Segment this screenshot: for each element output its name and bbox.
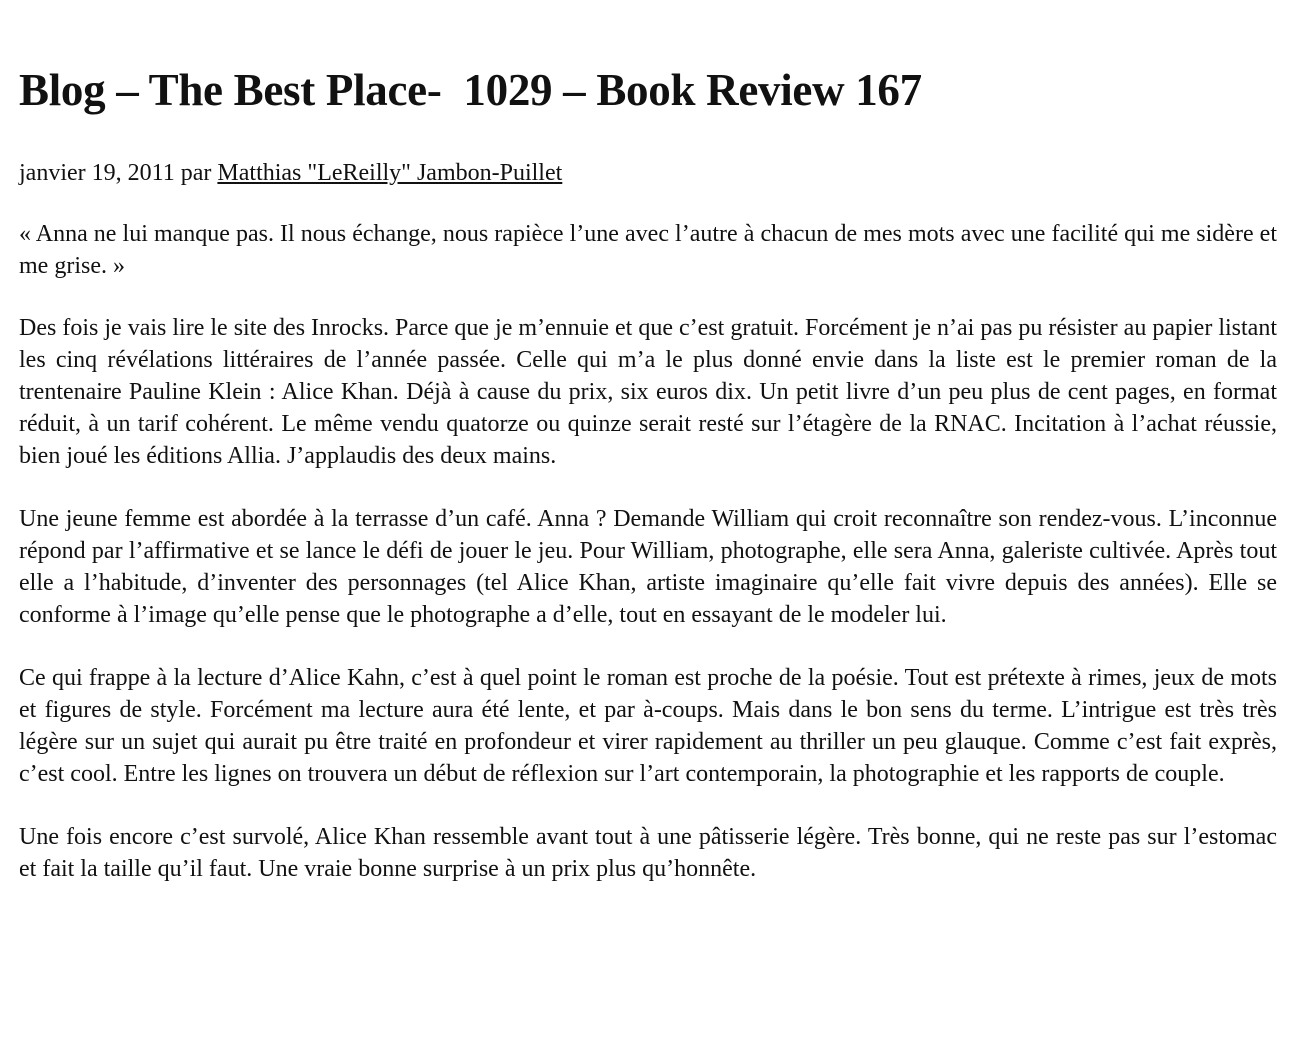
body-paragraph: Ce qui frappe à la lecture d’Alice Kahn, c’est à quel point le roman est proche de la poésie. Tout est prétexte à rimes, jeux de mots et figures de style. Forcément ma lecture aura été lente, et par à-coups. Mais dans le bon sens du terme. L’intrigue est très très légère sur un sujet qui aurait pu être traité en profondeur et virer rapidement au thriller un peu glauque. Comme c’est fait exprès, c’est cool. Entre les lignes on trouvera un début de réflexion sur l’art contemporain, la photographie et les rapports de couple. (19, 665, 1277, 787)
by-label: par (180, 160, 212, 186)
body-paragraph: Une fois encore c’est survolé, Alice Khan ressemble avant tout à une pâtisserie légère. Très bonne, qui ne reste pas sur l’estomac et fait la taille qu’il faut. Une vraie bonne surprise à un prix plus qu’honnête. (19, 824, 1277, 882)
blog-post (19, 62, 1277, 885)
post-date: janvier 19, 2011 (19, 160, 175, 186)
body-paragraph: Une jeune femme est abordée à la terrasse d’un café. Anna ? Demande William qui croit reconnaître son rendez-vous. L’inconnue répond par l’affirmative et se lance le défi de jouer le jeu. Pour William, photographe, elle sera Anna, galeriste cultivée. Après tout elle a l’habitude, d’inventer des personnages (tel Alice Khan, artiste imaginaire qu’elle fait vivre depuis des années). Elle se conforme à l’image qu’elle pense que le photographe a d’elle, tout en essayant de le modeler lui. (19, 506, 1277, 628)
post-meta (19, 158, 1277, 188)
author-link[interactable]: Matthias "LeReilly" Jambon-Puillet (217, 160, 563, 186)
quote-paragraph: « Anna ne lui manque pas. Il nous échange, nous rapièce l’une avec l’autre à chacun de mes mots avec une facilité qui me sidère et me grise. » (19, 221, 1277, 279)
body-paragraph: Des fois je vais lire le site des Inrocks. Parce que je m’ennuie et que c’est gratuit. Forcément je n’ai pas pu résister au papier listant les cinq révélations littéraires de l’année passée. Celle qui m’a le plus donné envie dans la liste est le premier roman de la trentenaire Pauline Klein : Alice Khan. Déjà à cause du prix, six euros dix. Un petit livre d’un peu plus de cent pages, en format réduit, à un tarif cohérent. Le même vendu quatorze ou quinze serait resté sur l’étagère de la RNAC. Incitation à l’achat réussie, bien joué les éditions Allia. J’applaudis des deux mains. (19, 315, 1277, 469)
post-title: Blog – The Best Place- 1029 – Book Review 167 (19, 65, 922, 115)
